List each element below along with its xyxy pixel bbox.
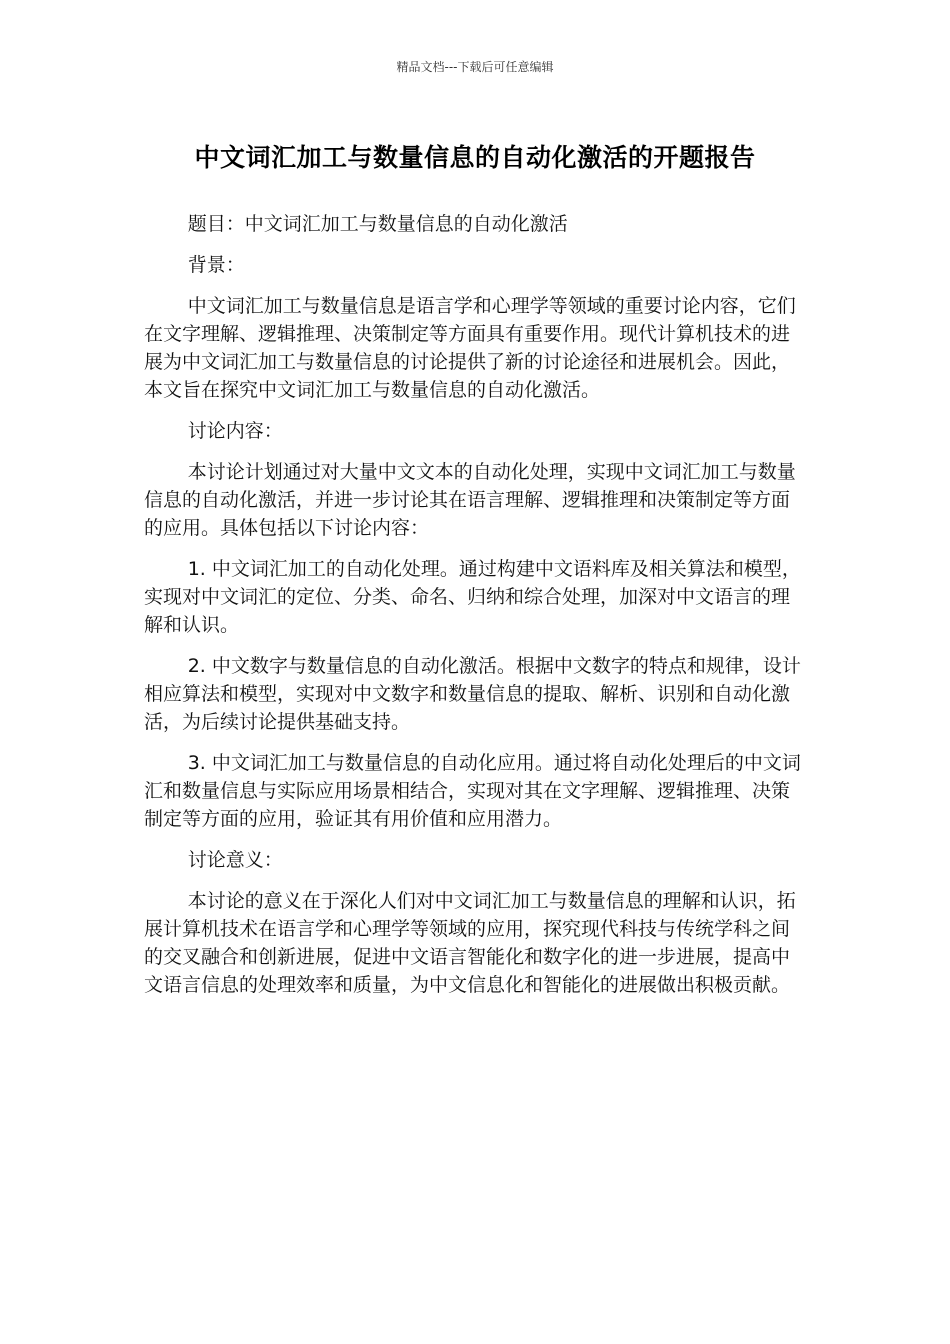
header-note: 精品文档---下载后可任意编辑 bbox=[396, 60, 554, 74]
content-item-3: 3. 中文词汇加工与数量信息的自动化应用。通过将自动化处理后的中文词汇和数量信息与实际应用场景相结合，实现对其在文字理解、逻辑推理、决策制定等方面的应用，验证其有用价值和应用潜力。 bbox=[144, 752, 801, 830]
content-heading: 讨论内容： bbox=[187, 420, 283, 442]
topic-line: 题目：中文词汇加工与数量信息的自动化激活 bbox=[187, 213, 568, 235]
significance-text: 本讨论的意义在于深化人们对中文词汇加工与数量信息的理解和认识，拓展计算机技术在语言学和心理学等领域的应用，探究现代科技与传统学科之间的交叉融合和创新进展，促进中文语言智能化和数字化的进一步进展，提高中文语言信息的处理效率和质量，为中文信息化和智能化的进展做出积极贡献。 bbox=[144, 890, 796, 996]
document-title: 中文词汇加工与数量信息的自动化激活的开题报告 bbox=[194, 143, 756, 172]
document-body bbox=[144, 210, 808, 1012]
content-item-2: 2. 中文数字与数量信息的自动化激活。根据中文数字的特点和规律，设计相应算法和模型，实现对中文数字和数量信息的提取、解析、识别和自动化激活，为后续讨论提供基础支持。 bbox=[144, 655, 801, 733]
background-heading: 背景： bbox=[187, 254, 245, 276]
background-text: 中文词汇加工与数量信息是语言学和心理学等领域的重要讨论内容，它们在文字理解、逻辑推理、决策制定等方面具有重要作用。现代计算机技术的进展为中文词汇加工与数量信息的讨论提供了新的讨论途径和进展机会。因此，本文旨在探究中文词汇加工与数量信息的自动化激活。 bbox=[144, 295, 796, 401]
content-intro: 本讨论计划通过对大量中文文本的自动化处理，实现中文词汇加工与数量信息的自动化激活，并进一步讨论其在语言理解、逻辑推理和决策制定等方面的应用。具体包括以下讨论内容： bbox=[144, 461, 796, 539]
significance-heading: 讨论意义： bbox=[187, 849, 283, 871]
content-item-1: 1. 中文词汇加工的自动化处理。通过构建中文语料库及相关算法和模型，实现对中文词汇的定位、分类、命名、归纳和综合处理，加深对中文语言的理解和认识。 bbox=[144, 558, 801, 636]
